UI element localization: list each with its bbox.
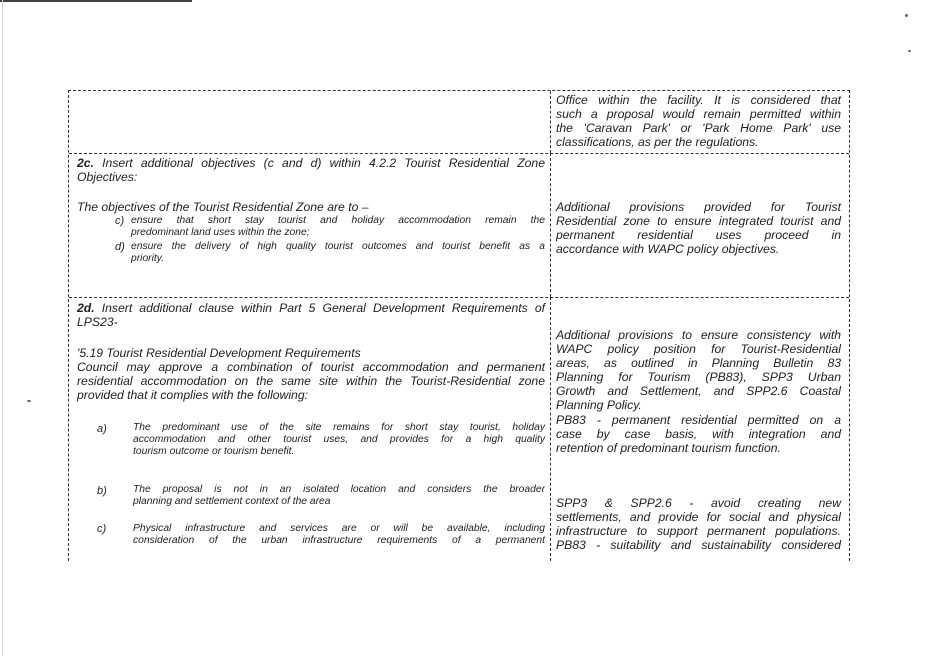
- requirement-item: The proposal is not in an isolated location and considers the broader planning and settlement context of the area: [133, 484, 545, 507]
- objective-item: ensure that short stay tourist and holiday accommodation remain the predominant land uses within the zone;: [131, 215, 545, 238]
- table-row: [69, 153, 849, 298]
- scan-speck: [27, 400, 31, 402]
- item-label: a): [97, 423, 107, 435]
- clause-text: '5.19 Tourist Residential Development Requirements Council may approve a combination of tourist accommodation and permanent residential accommodation on the same site within the Tourist-Residential zone provided that it complies with the following:: [77, 346, 545, 402]
- justification-cell: PB83 - permanent residential permitted on a case by case basis, with integration and retention of predominant tourism function.: [556, 413, 841, 455]
- amendment-number: 2c.: [77, 156, 94, 170]
- amendment-heading: 2d. Insert additional clause within Part 5 General Development Requirements of LPS23-: [77, 301, 545, 329]
- item-label: b): [97, 485, 107, 497]
- amendment-number: 2d.: [77, 301, 95, 315]
- page-top-rule: [0, 0, 192, 2]
- justification-cell: SPP3 & SPP2.6 - avoid creating new settlements, and provide for social and physical infrastructure to support permanent populations. PB83 - suitability and sustainability considered: [556, 496, 841, 552]
- scan-edge-line: [2, 0, 3, 656]
- table-row: [69, 297, 849, 561]
- table-row: [69, 91, 849, 154]
- objective-item: ensure the delivery of high quality tourist outcomes and tourist benefit as a priority.: [131, 241, 545, 264]
- item-label: c): [115, 215, 125, 227]
- requirement-item: The predominant use of the site remains for short stay tourist, holiday accommodation and other tourist uses, and provides for a high quality tourism outcome or tourism benefit.: [133, 422, 545, 457]
- justification-cell: Additional provisions to ensure consistency with WAPC policy position for Tourist-Residential areas, as outlined in Planning Bulletin 83 Planning for Tourism (PB83), SPP3 Urban Growth and Settlement, and SPP2.6 Coastal Planning Policy.: [556, 328, 841, 412]
- justification-cell: Additional provisions provided for Tourist Residential zone to ensure integrated tourist and permanent residential uses proceed in accordance with WAPC policy objectives.: [556, 200, 841, 256]
- scan-speck: [908, 50, 911, 52]
- column-divider: [550, 91, 551, 153]
- amendment-table: [68, 90, 850, 561]
- column-divider: [550, 297, 551, 561]
- requirement-item: Physical infrastructure and services are or will be available, including consideration of the urban infrastructure requirements of a permanent: [133, 523, 545, 546]
- clause-title: '5.19 Tourist Residential Development Requirements: [77, 346, 361, 360]
- justification-cell: Office within the facility. It is considered that such a proposal would remain permitted within the 'Caravan Park' or 'Park Home Park' use classifications, as per the regulations.: [556, 93, 841, 149]
- objectives-intro: The objectives of the Tourist Residential Zone are to –: [77, 200, 369, 214]
- amendment-heading: 2c. Insert additional objectives (c and d) within 4.2.2 Tourist Residential Zone Objectives:: [77, 156, 545, 184]
- column-divider: [550, 153, 551, 297]
- item-label: c): [97, 523, 107, 535]
- scan-speck: [905, 14, 908, 17]
- item-label: d): [115, 241, 125, 253]
